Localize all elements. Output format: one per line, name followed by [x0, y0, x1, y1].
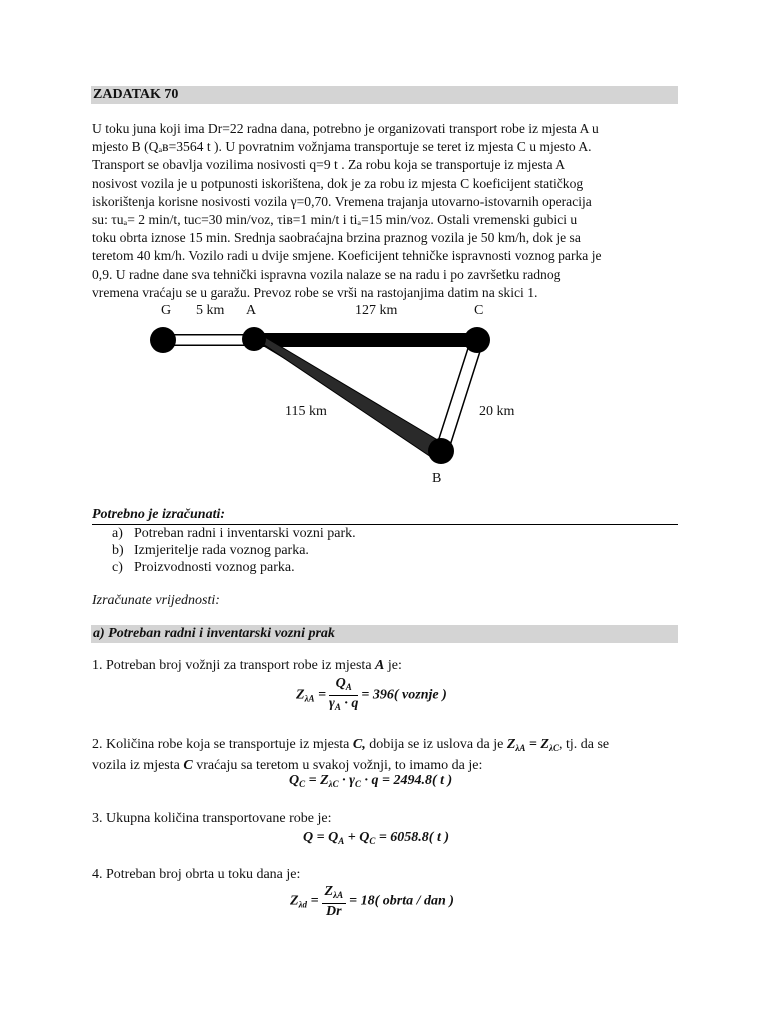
formula-1: $Z_{\lambda A}$ = $\frac{Q_A}{\gamma_A \cdot q}$ = 396( voznje ) — [296, 676, 447, 712]
formula-4: $Z_{\lambda d}$ = $\frac{Z_{\lambda A}}{Dr}$ = 18( obrta / dan ) — [290, 884, 454, 919]
step-2-line2-lead: vozila iz mjesta — [92, 758, 184, 773]
intro-line: mjesto B (Qₐʙ=3564 t ). U povratnim vožnjama transportuje se teret iz mjesta C u mjesto A. — [92, 139, 592, 155]
node-c — [464, 327, 490, 353]
formula-4-result: = 18( obrta / dan ) — [349, 893, 454, 909]
intro-line: su: τuₐ= 2 min/t, tuᴄ=30 min/voz, τiʙ=1 min/t i tiₐ=15 min/voz. Ostali vremenski gubici u — [92, 212, 578, 228]
step-1-text — [92, 657, 402, 675]
intro-line: teretom 40 km/h. Vozilo radi u dvije smjene. Koeficijent tehničke ispravnosti voznog parka je — [92, 248, 602, 264]
list-key: c) — [112, 560, 123, 575]
intro-line: vremena vraćaju se u garažu. Prevoz robe se vrši na rastojanjima datim na skici 1. — [92, 284, 538, 300]
node-label-a: A — [246, 303, 257, 318]
list-item — [112, 525, 356, 542]
node-label-c: C — [474, 303, 484, 318]
step-2-lead: 2. Količina robe koja se transportuje iz mjesta — [92, 737, 353, 752]
intro-line: Transport se obavlja vozilima nosivosti q=9 t . Za robu koja se transportuje iz mjesta A — [92, 157, 566, 173]
node-label-g: G — [161, 303, 172, 318]
step-2-tail: , tj. da se — [558, 737, 610, 752]
task-title: ZADATAK 70 — [91, 86, 678, 104]
step-2-mid: dobija se iz uslova da je — [365, 737, 507, 752]
list-item — [112, 559, 356, 576]
intro-line: toku obrta iznose 15 min. Srednja saobraćajna brzina praznog vozila je 50 km/h, dok je sa — [92, 230, 581, 246]
formula-1-result: = 396( voznje ) — [361, 687, 447, 703]
formula-3-result: = 6058.8( t ) — [378, 830, 450, 845]
node-label-b: B — [432, 471, 442, 486]
list-text: Potreban radni i inventarski vozni park. — [134, 526, 356, 541]
step-2-place: C, — [352, 737, 366, 752]
list-item — [112, 542, 356, 559]
node-b — [428, 438, 454, 464]
formula-2-result: = 2494.8( t ) — [382, 773, 453, 788]
list-key: a) — [112, 526, 123, 541]
node-g — [150, 327, 176, 353]
step-1-tail: je: — [384, 658, 402, 673]
distance-a-b: 115 km — [285, 404, 327, 419]
required-title: Potrebno je izračunati: — [92, 506, 678, 525]
distance-c-b: 20 km — [479, 404, 515, 419]
step-2-text: 2. Količina robe koja se transportuje iz mjesta C, dobija se iz uslova da je $Z_{\lambda A} = Z_{\lambda C}$, tj. da se vozila iz mjesta C vraćaju sa teretom u svakoj vožnji, to imamo da je: — [92, 737, 610, 773]
section-a-title: a) Potreban radni i inventarski vozni prak — [91, 625, 678, 643]
step-1-place: A — [375, 658, 385, 673]
list-text: Proizvodnosti voznog parka. — [134, 560, 295, 575]
distance-a-c: 127 km — [355, 303, 398, 318]
required-list — [112, 525, 356, 576]
step-1-lead: 1. Potreban broj vožnji za transport robe iz mjesta — [92, 658, 376, 673]
formula-2: $Q_C = Z_{\lambda C} \cdot \gamma_C \cdot q = 2494.8$( t ) — [289, 773, 453, 789]
intro-line: iskorištenja korisne nosivosti vozila γ=0,70. Vremena trajanja utovarno-istovarnih operacija — [92, 193, 592, 209]
distance-g-a: 5 km — [196, 303, 225, 318]
route-diagram — [0, 0, 768, 500]
step-4-text: 4. Potreban broj obrta u toku dana je: — [92, 867, 301, 882]
intro-line: U toku juna koji ima Dr=22 radna dana, potrebno je organizovati transport robe iz mjesta A u — [92, 121, 599, 136]
step-2-place2: C — [183, 758, 193, 773]
list-text: Izmjeriteljе rada voznog parka. — [134, 543, 309, 558]
edge-a-b — [248, 333, 446, 459]
list-key: b) — [112, 543, 124, 558]
step-2-line2-tail: vraćaju sa teretom u svakoj vožnji, to imamo da je: — [192, 758, 483, 773]
formula-3: $Q = Q_A + Q_C = 6058.8$( t ) — [303, 830, 450, 846]
intro-line: nosivost vozila je u potpunosti iskorištena, dok je za robu iz mjesta C koeficijent statičkog — [92, 175, 584, 191]
node-a — [242, 327, 266, 351]
intro-line: 0,9. U radne dane sva tehnički ispravna vozila nalaze se na radu i po završetku radnog — [92, 266, 561, 282]
step-3-text: 3. Ukupna količina transportovane robe je: — [92, 811, 332, 826]
computed-label: Izračunate vrijednosti: — [92, 593, 220, 608]
